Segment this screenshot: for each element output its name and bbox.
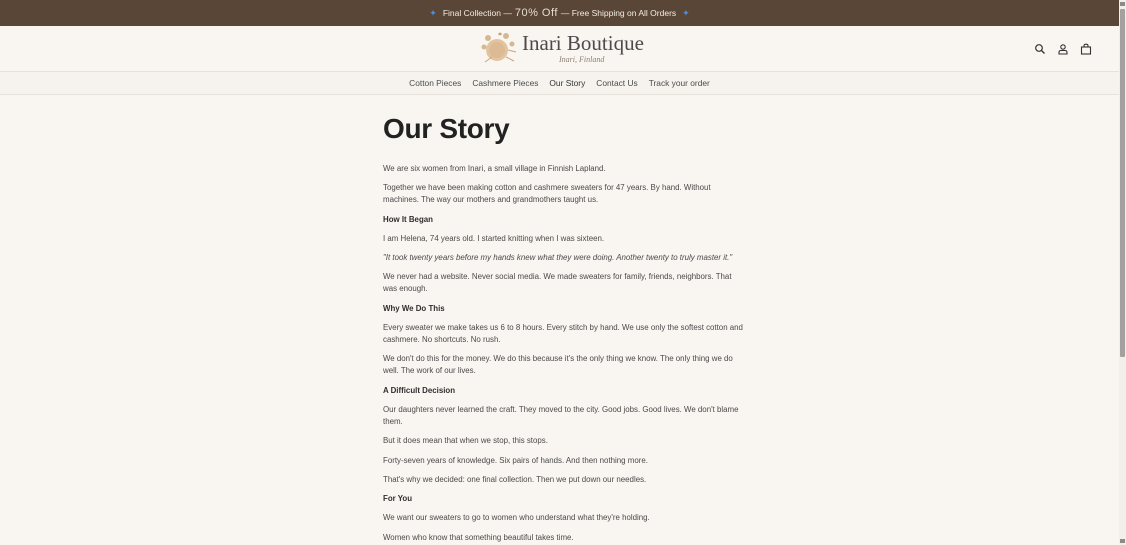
- nav-our-story[interactable]: Our Story: [549, 78, 586, 88]
- paragraph: We want our sweaters to go to women who understand what they're holding.: [383, 513, 650, 523]
- section-heading: Why We Do This: [383, 303, 445, 313]
- paragraph: That's why we decided: one final collection. Then we put down our needles.: [383, 474, 647, 484]
- quote: "It took twenty years before my hands knew what they were doing. Another twenty to truly master it.": [383, 253, 733, 263]
- section-heading: How It Began: [383, 214, 433, 224]
- announcement-text-before: Final Collection —: [442, 8, 512, 18]
- account-icon[interactable]: [1057, 42, 1069, 54]
- paragraph: We never had a website. Never social media. We made sweaters for family, friends, neighbors. That was enough.: [383, 272, 732, 294]
- sparkle-icon: ✦: [429, 7, 437, 18]
- section-heading: A Difficult Decision: [383, 385, 456, 395]
- nav-track-order[interactable]: Track your order: [648, 78, 710, 88]
- nav-contact-us[interactable]: Contact Us: [596, 78, 638, 88]
- search-icon[interactable]: [1034, 42, 1046, 54]
- scrollbar-thumb[interactable]: [1120, 9, 1125, 357]
- announcement-bar: [0, 0, 1119, 26]
- page-scrollbar[interactable]: [1119, 0, 1126, 545]
- sparkle-icon: ✦: [682, 7, 690, 18]
- paragraph: We are six women from Inari, a small village in Finnish Lapland.: [383, 164, 606, 173]
- brand-subtitle: Inari, Finland: [559, 55, 605, 64]
- paragraph: Women who know that something beautiful takes time.: [383, 532, 574, 542]
- page-title: Our Story: [383, 113, 510, 144]
- paragraph: Together we have been making cotton and cashmere sweaters for 47 years. By hand. Without machines. The way our mothers and grandmothers taught us.: [383, 183, 711, 205]
- announcement-text-after: — Free Shipping on All Orders: [560, 8, 677, 18]
- paragraph: Forty-seven years of knowledge. Six pairs of hands. And then nothing more.: [383, 455, 648, 465]
- paragraph: I am Helena, 74 years old. I started knitting when I was sixteen.: [383, 233, 605, 243]
- section-heading: For You: [383, 494, 413, 504]
- brand-title: Inari Boutique: [522, 31, 644, 55]
- announcement-discount: 70% Off: [514, 7, 558, 19]
- paragraph: We don't do this for the money. We do this because it's the only thing we know. The only thing we do well. The work of our lives.: [383, 354, 733, 376]
- scroll-down-arrow-icon[interactable]: [1120, 539, 1125, 543]
- main-nav: [0, 72, 1119, 95]
- nav-cashmere-pieces[interactable]: Cashmere Pieces: [472, 78, 539, 88]
- paragraph: Every sweater we make takes us 6 to 8 hours. Every stitch by hand. We use only the softest cotton and cashmere. No shortcuts. No rush.: [383, 323, 743, 345]
- yarn-ball-icon: [480, 30, 518, 66]
- paragraph: Our daughters never learned the craft. They moved to the city. Good jobs. Good lives. We don't blame them.: [383, 404, 739, 426]
- site-header: [0, 26, 1119, 72]
- paragraph: But it does mean that when we stop, this stops.: [383, 436, 548, 446]
- cart-icon[interactable]: [1080, 42, 1092, 54]
- nav-cotton-pieces[interactable]: Cotton Pieces: [409, 78, 462, 88]
- scroll-up-arrow-icon[interactable]: [1120, 2, 1125, 6]
- brand-logo[interactable]: [480, 30, 644, 66]
- story-content: [383, 112, 743, 545]
